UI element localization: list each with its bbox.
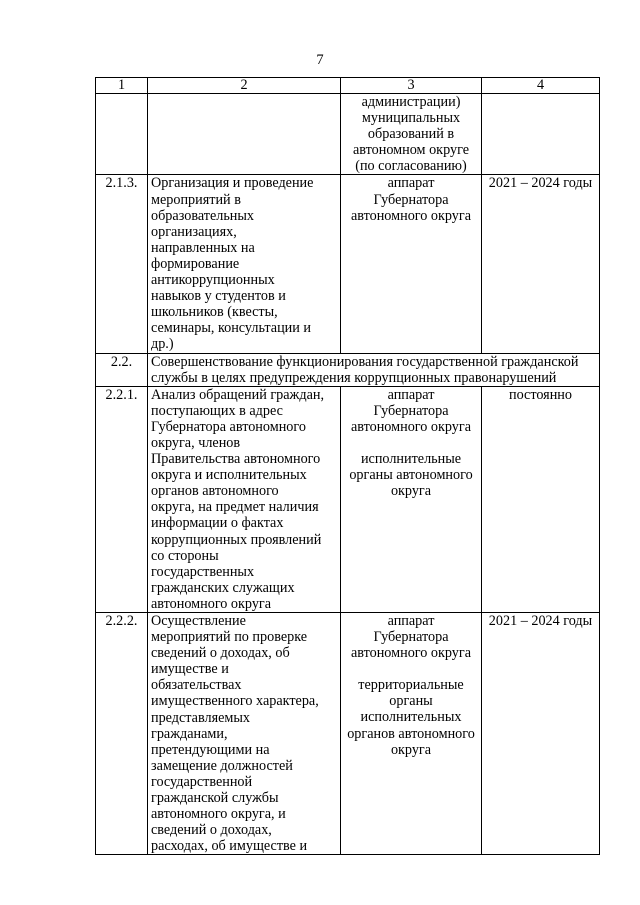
measures-table (95, 77, 600, 855)
responsible-executors (341, 175, 482, 353)
measure-description-line: со стороны (151, 547, 219, 564)
responsible-executor-line: территориальные (358, 677, 464, 694)
measure-description-line: формирование (151, 255, 240, 272)
implementation-term: постоянно (482, 386, 600, 612)
measure-description (148, 613, 341, 855)
measure-description-line: представляемых (151, 709, 251, 726)
column-number-2: 2 (148, 78, 341, 94)
implementation-term: 2021 – 2024 годы (482, 175, 600, 353)
responsible-executor-line: округа (390, 741, 432, 758)
responsible-executor-line: Губернатора (373, 402, 449, 419)
responsible-executor-line: Губернатора (373, 629, 449, 646)
measure-description-line: Губернатора автономного (151, 418, 306, 435)
responsible-executor-line: образований в (367, 126, 455, 143)
measure-description-line: антикоррупционных (151, 272, 275, 289)
responsible-executor-line: Губернатора (373, 191, 449, 208)
measure-description-line: школьников (квесты, (151, 304, 278, 321)
measure-description-line: органов автономного (151, 483, 279, 500)
responsible-executors (341, 613, 482, 855)
measure-description-line: обязательствах (151, 677, 242, 694)
responsible-executor-line: автономном округе (353, 142, 469, 159)
measure-description-line: образовательных (151, 207, 255, 224)
responsible-executor-line: администрации) (361, 94, 461, 110)
measure-description-line: гражданских служащих (151, 579, 295, 596)
column-number-1: 1 (96, 78, 148, 94)
measure-description-line: информации о фактах (151, 515, 284, 532)
measure-description-line: семинары, консультации и (151, 320, 311, 337)
table-row (96, 175, 600, 353)
responsible-executor-line: автономного округа (350, 645, 472, 662)
table-row (96, 386, 600, 612)
responsible-executor-line: аппарат (387, 175, 435, 192)
item-number (96, 94, 148, 175)
measure-description-line: гражданской службы (151, 790, 279, 807)
item-number: 2.1.3. (96, 175, 148, 353)
item-number: 2.2.2. (96, 613, 148, 855)
measure-description-line: поступающих в адрес (151, 402, 283, 419)
measure-description-line: навыков у студентов и (151, 288, 286, 305)
column-number-3: 3 (341, 78, 482, 94)
measure-description-line: округа и исполнительных (151, 467, 307, 484)
measure-description-line: автономного округа, и (151, 806, 286, 823)
measure-description (148, 94, 341, 175)
responsible-executor-line: аппарат (387, 386, 435, 403)
measure-description-line: др.) (151, 336, 174, 353)
responsible-executor-line: органов автономного (347, 725, 475, 742)
measure-description-line: округа, членов (151, 434, 241, 451)
measure-description-line: мероприятий по проверке (151, 629, 308, 646)
paragraph-gap (344, 661, 478, 677)
measure-description-line: Анализ обращений граждан, (151, 386, 325, 403)
page-number: 7 (316, 52, 324, 68)
item-number: 2.2.1. (96, 386, 148, 612)
measure-description-line: государственной (151, 773, 253, 790)
responsible-executor-line: исполнительных (360, 709, 462, 726)
measure-description-line: имуществе и (151, 661, 229, 678)
table-row (96, 94, 600, 175)
responsible-executor-line: аппарат (387, 613, 435, 629)
section-title (148, 353, 600, 386)
responsible-executor-line: исполнительные (360, 450, 462, 467)
measure-description-line: государственных (151, 563, 255, 580)
responsible-executor-line: округа (390, 483, 432, 500)
responsible-executor-line: (по согласованию) (355, 158, 467, 175)
responsible-executor-line: автономного округа (350, 418, 472, 435)
measure-description-line: сведений о доходах, (151, 822, 272, 839)
measure-description-line: претендующими на (151, 741, 270, 758)
responsible-executor-line: органы автономного (349, 467, 473, 484)
paragraph-gap (344, 435, 478, 451)
measure-description-line: мероприятий в (151, 191, 241, 208)
section-title-line: службы в целях предупреждения коррупционных правонарушений (151, 369, 557, 386)
measure-description-line: Организация и проведение (151, 175, 314, 192)
implementation-term (482, 94, 600, 175)
measure-description-line: гражданами, (151, 725, 228, 742)
table-header-row (96, 78, 600, 94)
measure-description-line: округа, на предмет наличия (151, 499, 319, 516)
measure-description-line: замещение должностей (151, 757, 293, 774)
measure-description-line: организациях, (151, 223, 237, 240)
measure-description-line: имущественного характера, (151, 693, 319, 710)
responsible-executor-line: органы (389, 693, 433, 710)
measure-description-line: сведений о доходах, об (151, 645, 290, 662)
column-number-4: 4 (482, 78, 600, 94)
responsible-executors (341, 386, 482, 612)
table-row (96, 613, 600, 855)
responsible-executor-line: муниципальных (361, 110, 461, 127)
item-number: 2.2. (96, 353, 148, 386)
section-row (96, 353, 600, 386)
responsible-executors (341, 94, 482, 175)
implementation-term: 2021 – 2024 годы (482, 613, 600, 855)
measure-description (148, 175, 341, 353)
measure-description-line: автономного округа (151, 595, 272, 612)
measure-description-line: Осуществление (151, 613, 246, 629)
measure-description-line: расходах, об имуществе и (151, 838, 308, 855)
measure-description (148, 386, 341, 612)
measure-description-line: Правительства автономного (151, 451, 321, 468)
responsible-executor-line: автономного округа (350, 207, 472, 224)
measure-description-line: коррупционных проявлений (151, 531, 322, 548)
measure-description-line: направленных на (151, 239, 255, 256)
section-title-line: Совершенствование функционирования государственной гражданской (151, 353, 579, 370)
